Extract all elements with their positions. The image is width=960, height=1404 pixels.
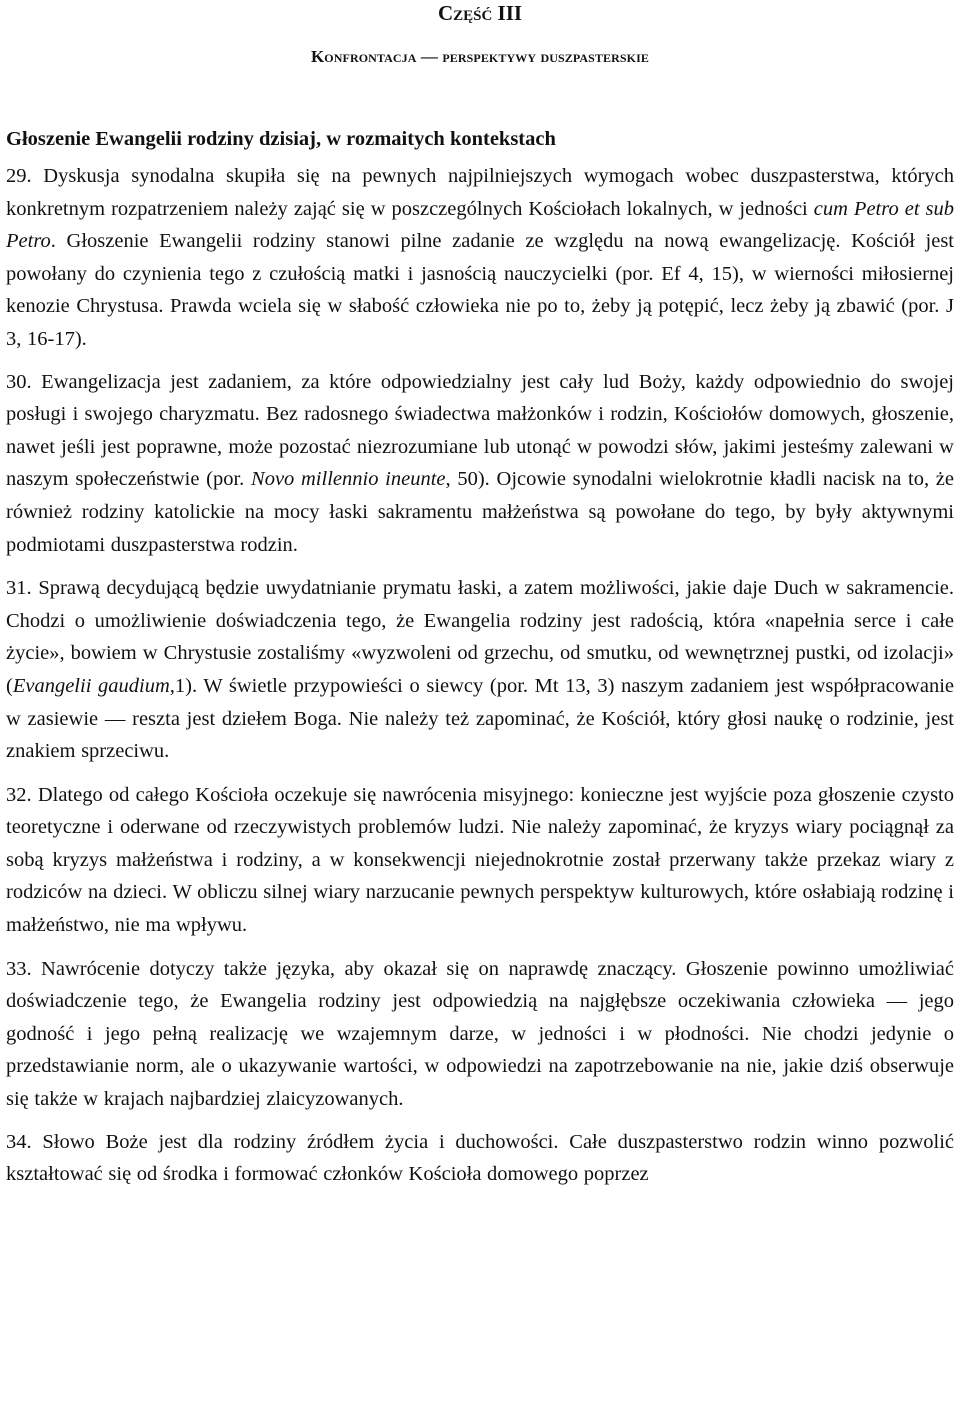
paragraph-29 xyxy=(6,160,954,356)
paragraph-30-italic: Novo millennio ineunte xyxy=(251,468,446,491)
section-title: Konfrontacja — perspektywy duszpasterskie xyxy=(310,47,649,66)
part-title: Część III xyxy=(437,1,523,25)
paragraph-30 xyxy=(6,366,954,562)
paragraph-30-text-a: 30. Ewangelizacja jest zadaniem, za które odpowiedzialny jest cały lud Boży, każdy odpowiednio do swojej posługi i swojego charyzmatu. Bez radosnego świadectwa małżonków i rodzin, Kościołów domowych, głoszenie, nawet jeśli jest poprawne, może pozostać niezrozumiane lub utonąć w powodzi słów, jakimi jesteśmy zalewani w naszym społeczeństwie (por. xyxy=(6,370,954,491)
paragraph-34: 34. Słowo Boże jest dla rodziny źródłem życia i duchowości. Całe duszpasterstwo rodzin winno pozwolić kształtować się od środka i formować członków Kościoła domowego poprzez xyxy=(6,1130,954,1186)
paragraph-30-text-b: , 50). Ojcowie synodalni wielokrotnie kładli nacisk na to, że również rodziny katolickie na mocy łaski sakramentu małżeństwa są powołane do tego, by były aktywnymi podmiotami duszpasterstwa rodzin. xyxy=(6,468,954,556)
paragraph-31-italic: Evangelii gaudium xyxy=(12,674,170,697)
section-heading: Głoszenie Ewangelii rodziny dzisiaj, w rozmaitych kontekstach xyxy=(6,128,556,150)
paragraph-33: 33. Nawrócenie dotyczy także języka, aby okazał się on naprawdę znaczący. Głoszenie powinno umożliwiać doświadczenie tego, że Ewangelia rodziny jest odpowiedzią na najgłębsze oczekiwania człowieka — jego godność i jego pełną realizację we wzajemnym darze, w jedności i w płodności. Nie chodzi jedynie o przedstawianie norm, ale o ukazywanie wartości, w odpowiedzi na zapotrzebowanie na nie, jakie dziś obserwuje się także w krajach najbardziej zlaicyzowanych. xyxy=(6,957,954,1111)
paragraph-29-text-b: . Głoszenie Ewangelii rodziny stanowi pilne zadanie ze względu na nową ewangelizację. Kościół jest powołany do czynienia tego z czułością matki i jasnością nauczycielki (por. Ef 4, 15), w wierności miłosiernej kenozie Chrystusa. Prawda wciela się w słabość człowieka nie po to, żeby ją potępić, lecz żeby ją zbawić (por. J 3, 16-17). xyxy=(6,230,954,350)
paragraph-31 xyxy=(6,572,954,768)
paragraph-29-text-a: 29. Dyskusja synodalna skupiła się na pewnych najpilniejszych wymogach wobec duszpasterstwa, których konkretnym rozpatrzeniem należy zająć się w poszczególnych Kościołach lokalnych, w jedności xyxy=(6,165,954,220)
paragraph-31-text-a: 31. Sprawą decydującą będzie uwydatnianie prymatu łaski, a zatem możliwości, jakie daje Duch w sakramencie. Chodzi o umożliwienie doświadczenia tego, że Ewangelia rodziny jest radością, która «napełnia serce i całe życie», bowiem w Chrystusie zostaliśmy «wyzwoleni od grzechu, od smutku, od wewnętrznej pustki, od izolacji» ( xyxy=(6,577,954,697)
paragraph-31-text-b: ,1). W świetle przypowieści o siewcy (por. Mt 13, 3) naszym zadaniem jest współpracowanie w zasiewie — reszta jest dziełem Boga. Nie należy też zapominać, że Kościół, który głosi naukę o rodzinie, jest znakiem sprzeciwu. xyxy=(6,674,954,763)
paragraph-32: 32. Dlatego od całego Kościoła oczekuje się nawrócenia misyjnego: konieczne jest wyjście poza głoszenie czysto teoretyczne i oderwane od rzeczywistych problemów ludzi. Nie należy zapominać, że kryzys wiary pociągnął za sobą kryzys małżeństwa i rodziny, a w konsekwencji niejednokrotnie został przerwany także przekaz wiary z rodziców na dzieci. W obliczu silnej wiary narzucanie pewnych perspektyw kulturowych, które osłabiają rodzinę i małżeństwo, nie ma wpływu. xyxy=(6,783,954,937)
paragraph-29-italic: cum Petro et sub Petro xyxy=(6,197,954,253)
